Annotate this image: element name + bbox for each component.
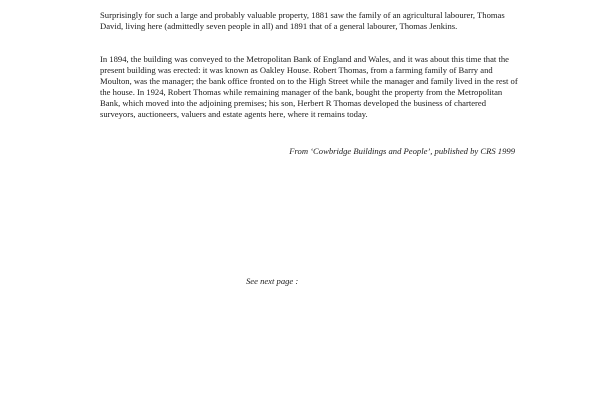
source-citation: From ‘Cowbridge Buildings and People’, published by CRS 1999: [289, 146, 515, 156]
see-next-page-note: See next page :: [246, 276, 299, 286]
paragraph-metropolitan-bank: In 1894, the building was conveyed to the Metropolitan Bank of England and Wales, and it was about this time that the present building was erected: it was known as Oakley House. Robert Thomas, from a farming family of Barry and Moulton, was the manager; the bank office fronted on to the High Street while the manager and family lived in the rest of the house. In 1924, Robert Thomas while remaining manager of the bank, bought the property from the Metropolitan Bank, which moved into the adjoining premises; his son, Herbert R Thomas developed the business of chartered surveyors, auctioneers, valuers and estate agents here, where it remains today.: [100, 54, 518, 119]
paragraph-1881-census: Surprisingly for such a large and probably valuable property, 1881 saw the family of an agricultural labourer, Thomas David, living here (admittedly seven people in all) and 1891 that of a general labourer, Thomas Jenkins.: [100, 10, 505, 31]
